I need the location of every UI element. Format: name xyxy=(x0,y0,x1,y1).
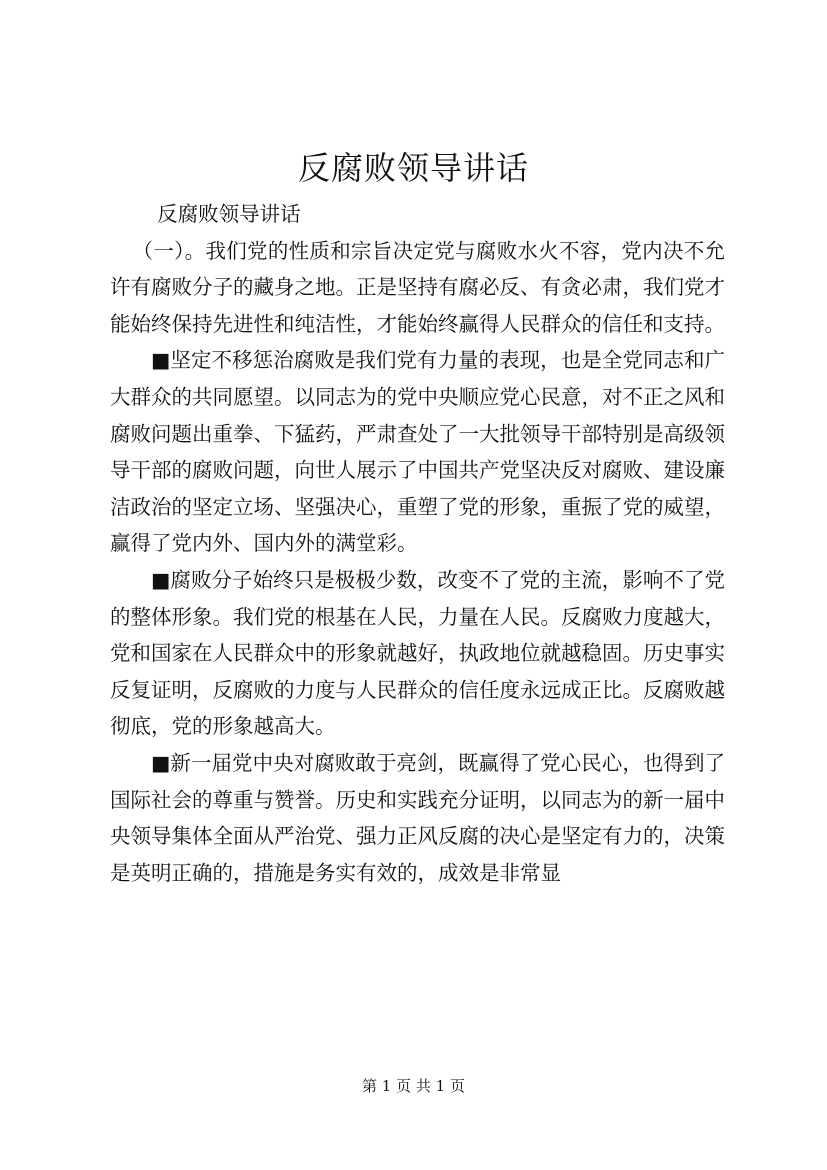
page-footer: 第 1 页 共 1 页 xyxy=(362,1077,465,1095)
paragraph-1: （一）。我们党的性质和宗旨决定党与腐败水火不容，党内决不允许有腐败分子的藏身之地。正是坚持有腐必反、有贪必肃，我们党才能始终保持先进性和纯洁性，才能始终赢得人民群众的信任和支持。 xyxy=(110,238,725,336)
paragraph-2: ■坚定不移惩治腐败是我们党有力量的表现，也是全党同志和广大群众的共同愿望。以同志为的党中央顺应党心民意，对不正之风和腐败问题出重拳、下猛药，严肃查处了一大批领导干部特别是高级领导干部的腐败问题，向世人展示了中国共产党坚决反对腐败、建设廉洁政治的坚定立场、坚强决心，重塑了党的形象，重振了党的威望，赢得了党内外、国内外的满堂彩。 xyxy=(110,348,725,556)
document-body xyxy=(110,196,725,891)
subtitle-paragraph: 反腐败领导讲话 xyxy=(157,202,301,226)
document-title: 反腐败领导讲话 xyxy=(297,149,529,187)
paragraph-4: ■新一届党中央对腐败敢于亮剑，既赢得了党心民心，也得到了国际社会的尊重与赞誉。历史和实践充分证明，以同志为的新一届中央领导集体全面从严治党、强力正风反腐的决心是坚定有力的，决策是英明正确的，措施是务实有效的，成效是非常显 xyxy=(110,750,725,885)
paragraph-3: ■腐败分子始终只是极极少数，改变不了党的主流，影响不了党的整体形象。我们党的根基在人民，力量在人民。反腐败力度越大，党和国家在人民群众中的形象就越好，执政地位就越稳固。历史事实反复证明，反腐败的力度与人民群众的信任度永远成正比。反腐败越彻底，党的形象越高大。 xyxy=(110,567,725,739)
